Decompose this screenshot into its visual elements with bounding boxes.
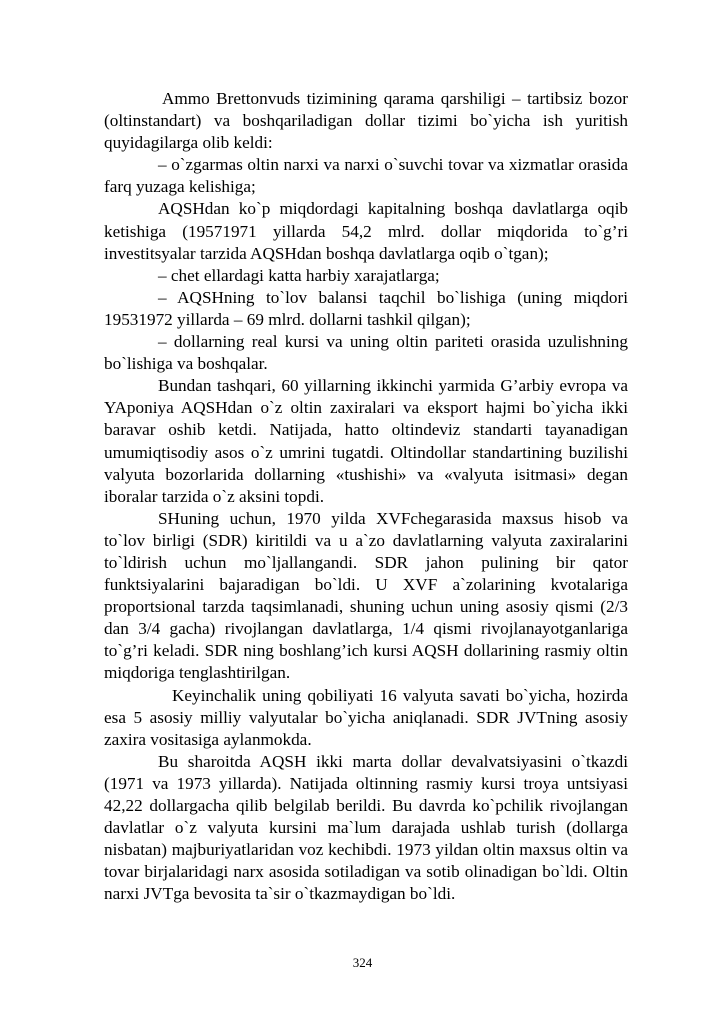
page-number: 324 bbox=[352, 955, 373, 970]
paragraph-10: Bu sharoitda AQSH ikki marta dollar devalvatsiyasini o`tkazdi (1971 va 1973 yillarda). Natijada oltinning rasmiy kursi troya untsiyasi 42,22 dollargacha qilib belgilab berildi. Bu davrda ko`pchilik rivojlangan davlatlar o`z valyuta kursini ma`lum darajada ushlab turish (dollarga nisbatan) majburiyatlaridan voz kechibdi. 1973 yildan oltin maxsus oltin va tovar birjalaridagi narx asosida sotiladigan va sotib olinadigan bo`ldi. Oltin narxi JVTga bevosita ta`sir o`tkazmaydigan bo`ldi. bbox=[104, 751, 628, 904]
paragraph-3: AQSHdan ko`p miqdordagi kapitalning boshqa davlatlarga oqib ketishiga (19571971 yillarda 54,2 mlrd. dollar miqdorida to`g’ri investitsyalar tarzida AQSHdan boshqa davlatlarga oqib o`tgan); bbox=[104, 199, 628, 263]
paragraph-1: Ammo Brettonvuds tizimining qarama qarshiligi – tartibsiz bozor (oltinstandart) va boshqariladigan dollar tizimi bo`yicha ish yuritish quyidagilarga olib keldi: bbox=[104, 89, 628, 153]
paragraph-4: – chet ellardagi katta harbiy xarajatlarga; bbox=[158, 265, 440, 285]
page-body bbox=[104, 88, 628, 905]
paragraph-7: Bundan tashqari, 60 yillarning ikkinchi yarmida G’arbiy evropa va YAponiya AQSHdan o`z oltin zaxiralari va eksport hajmi bo`yicha ikki baravar oshib ketdi. Natijada, hatto oltindeviz standarti tayanadigan umumiqtisodiy asos o`z umrini tugatdi. Oltindollar standartining buzilishi valyuta bozorlarida dollarning «tushishi» va «valyuta isitmasi» degan iboralar tarzida o`z aksini topdi. bbox=[104, 376, 628, 506]
paragraph-6: – dollarning real kursi va uning oltin pariteti orasida uzulishning bo`lishiga va boshqalar. bbox=[104, 332, 628, 374]
paragraph-8: SHuning uchun, 1970 yilda XVFchegarasida maxsus hisob va to`lov birligi (SDR) kiritildi va u a`zo davlatlarning valyuta zaxiralarini to`ldirish uchun mo`ljallangandi. SDR jahon pulining bir qator funktsiyalarini bajaradigan bo`ldi. U XVF a`zolarining kvotalariga proportsional tarzda taqsimlanadi, shuning uchun uning asosiy qismi (2/3 dan 3/4 gacha) rivojlangan davlatlarga, 1/4 qismi rivojlanayotganlariga to`g’ri keladi. SDR ning boshlang’ich kursi AQSH dollarining rasmiy oltin miqdoriga tenglashtirilgan. bbox=[104, 508, 628, 683]
paragraph-9: Keyinchalik uning qobiliyati 16 valyuta savati bo`yicha, hozirda esa 5 asosiy milliy valyutalar bo`yicha aniqlanadi. SDR JVTning asosiy zaxira vositasiga aylanmokda. bbox=[104, 685, 628, 749]
paragraph-2: – o`zgarmas oltin narxi va narxi o`suvchi tovar va xizmatlar orasida farq yuzaga kelishiga; bbox=[104, 155, 628, 197]
paragraph-5: – AQSHning to`lov balansi taqchil bo`lishiga (uning miqdori 19531972 yillarda – 69 mlrd. dollarni tashkil qilgan); bbox=[104, 287, 628, 329]
